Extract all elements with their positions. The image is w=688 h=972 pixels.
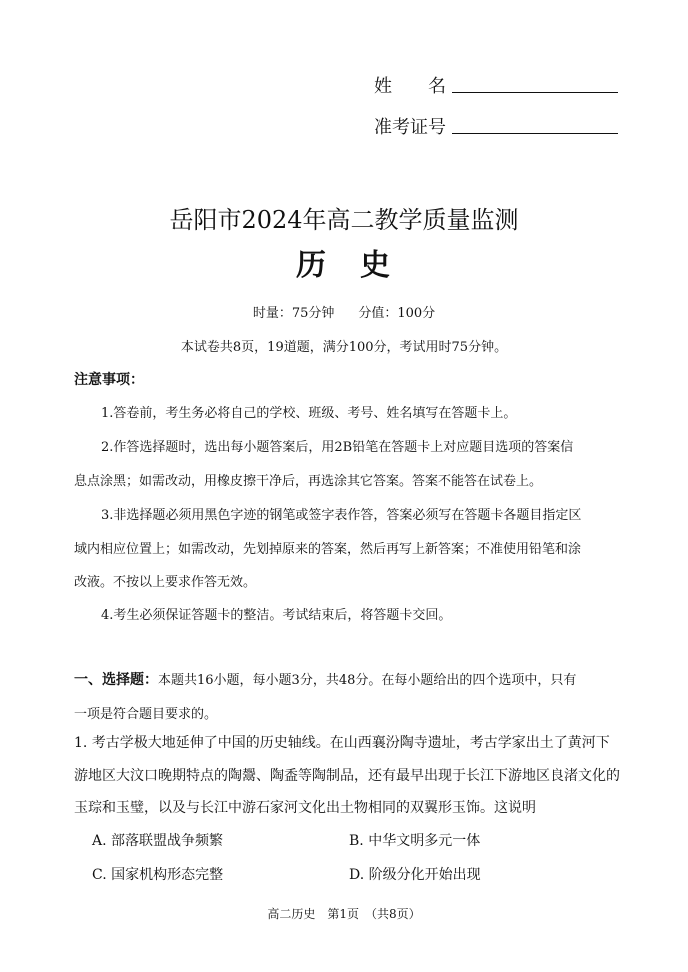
section-heading xyxy=(74,669,576,689)
question-1-option-b: B. 中华文明多元一体 xyxy=(349,833,481,849)
question-1-option-a: A. 部落联盟战争频繁 xyxy=(92,833,224,849)
notice-item-3: 3.非选择题必须用黑色字迹的钢笔或签字表作答，答案必须写在答题卡各题目指定区 xyxy=(101,508,582,523)
question-1-option-d: D. 阶级分化开始出现 xyxy=(349,867,481,883)
page-footer: 高二历史 第1页 （共8页） xyxy=(267,907,421,921)
notice-item-1: 1.答卷前，考生务必将自己的学校、班级、考号、姓名填写在答题卡上。 xyxy=(101,406,517,421)
score-total: 分值：100分 xyxy=(358,306,436,321)
notice-item-2: 2.作答选择题时，选出每小题答案后，用2B铅笔在答题卡上对应题目选项的答案信 xyxy=(101,440,574,455)
notice-item-3-cont: 域内相应位置上；如需改动，先划掉原来的答案，然后再写上新答案；不准使用铅笔和涂 xyxy=(74,542,582,557)
exam-summary: 本试卷共8页，19道题，满分100分，考试用时75分钟。 xyxy=(180,340,508,355)
time-limit: 时量：75分钟 xyxy=(252,306,335,321)
section-desc: 本题共16小题，每小题3分，共48分。在每小题给出的四个选项中，只有 xyxy=(158,673,577,688)
subject-title: 历 史 xyxy=(296,248,392,283)
name-field[interactable] xyxy=(452,92,618,93)
page-title: 岳阳市2024年高二教学质量监测 xyxy=(169,206,519,234)
question-1-option-c: C. 国家机构形态完整 xyxy=(92,867,224,883)
question-1-line-2: 游地区大汶口晚期特点的陶鬶、陶盉等陶制品，还有最早出现于长江下游地区良渚文化的 xyxy=(74,768,620,784)
question-1-line-1: 1. 考古学极大地延伸了中国的历史轴线。在山西襄汾陶寺遗址，考古学家出土了黄河下 xyxy=(74,735,610,751)
exam-id-field[interactable] xyxy=(452,133,618,134)
exam-id-label: 准考证号 xyxy=(374,117,446,138)
name-label: 姓 名 xyxy=(374,76,446,97)
section-title: 一、选择题： xyxy=(74,672,158,688)
notice-item-2-cont: 息点涂黑；如需改动，用橡皮擦干净后，再选涂其它答案。答案不能答在试卷上。 xyxy=(74,474,543,489)
question-1-line-3: 玉琮和玉璧，以及与长江中游石家河文化出土物相同的双翼形玉饰。这说明 xyxy=(74,800,536,816)
notice-item-3-end: 改液。不按以上要求作答无效。 xyxy=(74,575,257,590)
notice-item-4: 4.考生必须保证答题卡的整洁。考试结束后，将答题卡交回。 xyxy=(101,608,452,623)
section-desc-cont: 一项是符合题目要求的。 xyxy=(74,707,218,722)
exam-meta xyxy=(0,302,688,321)
notice-heading: 注意事项： xyxy=(74,372,144,388)
